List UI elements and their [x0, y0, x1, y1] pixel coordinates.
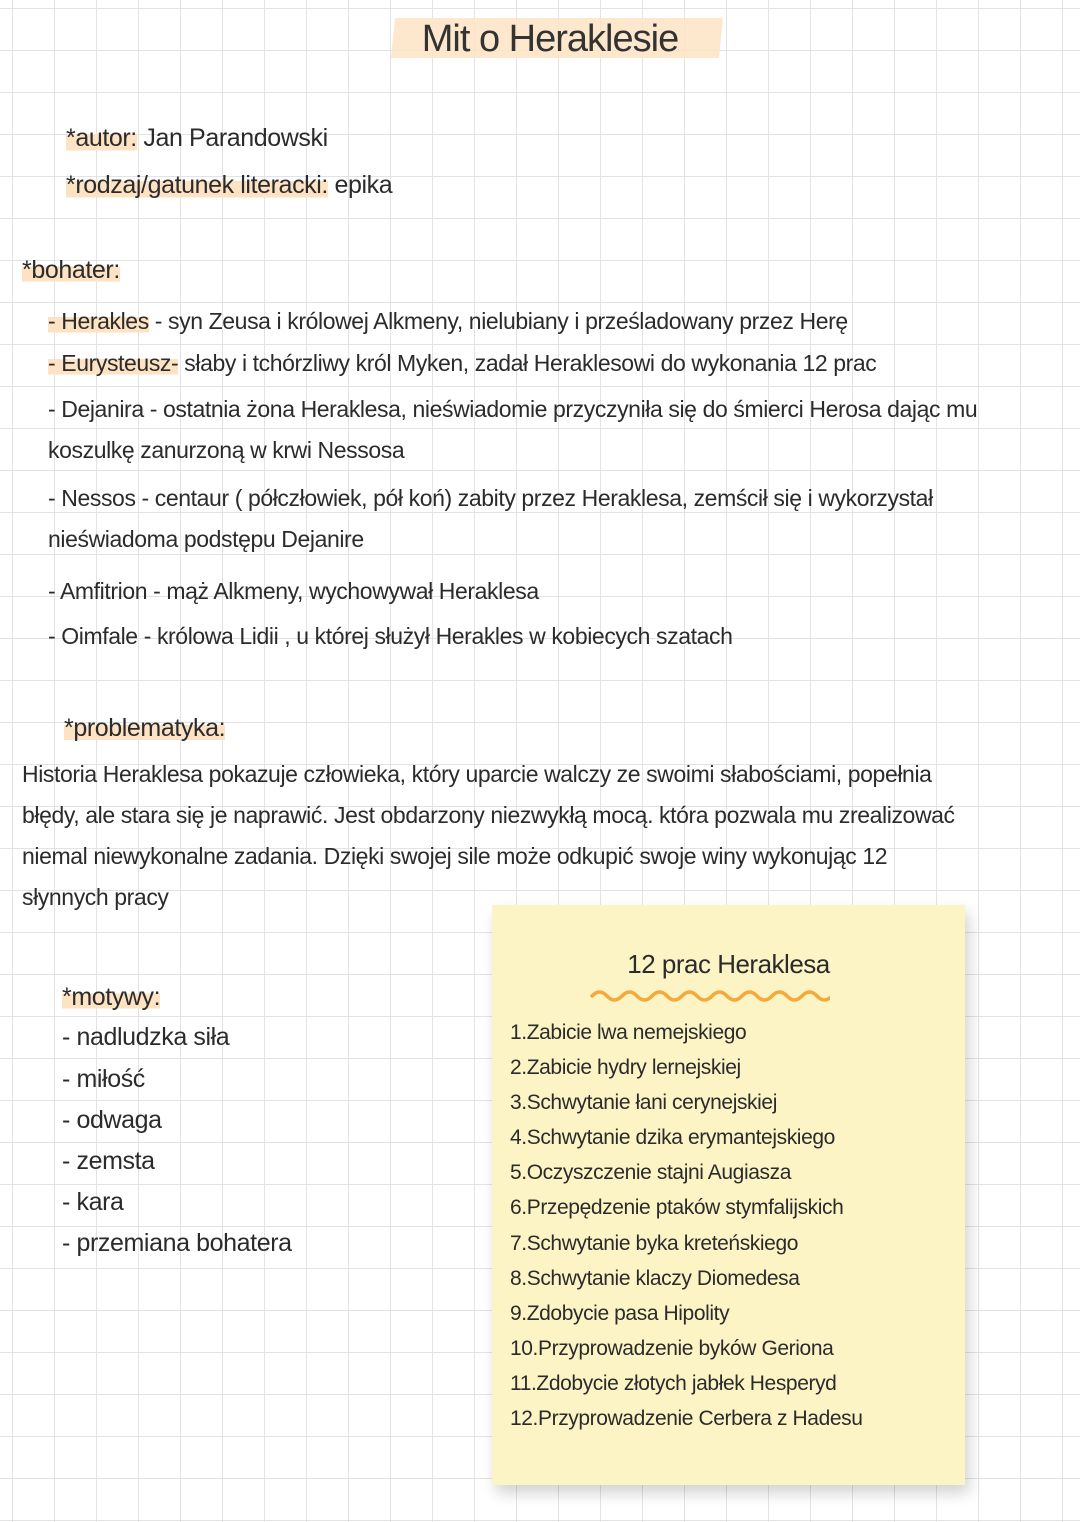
hero-desc: - centaur ( półczłowiek, pół koń) zabity przez Heraklesa, zemścił się i wykorzystał [135, 485, 933, 511]
problems-line: Historia Heraklesa pokazuje człowieka, który uparcie walczy ze swoimi słabościami, popełnia [22, 761, 932, 787]
wavy-underline [590, 989, 830, 1003]
hero-desc: - mąż Alkmeny, wychowywał Heraklesa [147, 578, 539, 604]
author-label: *autor: [66, 124, 137, 152]
labour-item: 4.Schwytanie dzika erymantejskiego [510, 1126, 835, 1149]
labour-item: 8.Schwytanie klaczy Diomedesa [510, 1267, 800, 1290]
hero-desc: - ostatnia żona Heraklesa, nieświadomie przyczyniła się do śmierci Herosa dając mu [143, 396, 978, 422]
labour-item: 10.Przyprowadzenie byków Geriona [510, 1337, 834, 1360]
page-title: Mit o Heraklesie [421, 18, 679, 60]
genre-value: epika [334, 171, 393, 199]
hero-name: - Eurysteusz- [48, 350, 179, 376]
motif-item: - przemiana bohatera [62, 1229, 292, 1257]
problems-line: słynnych pracy [22, 884, 169, 910]
hero-name: - Nessos [48, 485, 136, 511]
hero-name: - Herakles [48, 308, 149, 334]
labour-item: 9.Zdobycie pasa Hipolity [510, 1302, 730, 1325]
genre-label: *rodzaj/gatunek literacki: [66, 171, 328, 199]
hero-name: - Amfitrion [48, 578, 148, 604]
genre-line [66, 173, 392, 198]
motif-item: - zemsta [62, 1147, 155, 1175]
motif-item: - kara [62, 1188, 124, 1216]
problems-heading: *problematyka: [64, 714, 226, 742]
hero-name: - Oimfale [48, 623, 138, 649]
motif-item: - miłość [62, 1065, 145, 1093]
labour-item: 12.Przyprowadzenie Cerbera z Hadesu [510, 1407, 863, 1430]
labour-item: 1.Zabicie lwa nemejskiego [510, 1021, 747, 1044]
labours-note [492, 905, 965, 1485]
labour-item: 7.Schwytanie byka kreteńskiego [510, 1232, 798, 1255]
labour-item: 2.Zabicie hydry lernejskiej [510, 1056, 741, 1079]
hero-item-cont: nieświadoma podstępu Dejanire [48, 526, 364, 552]
motif-item: - nadludzka siła [62, 1023, 230, 1051]
heroes-heading: *bohater: [22, 256, 120, 284]
hero-item-cont: koszulkę zanurzoną w krwi Nessosa [48, 437, 405, 463]
hero-item [48, 625, 732, 648]
hero-desc: słaby i tchórzliwy król Myken, zadał Heraklesowi do wykonania 12 prac [178, 350, 877, 376]
labour-item: 3.Schwytanie łani cerynejskiej [510, 1091, 777, 1114]
hero-item [48, 310, 848, 333]
hero-desc: - królowa Lidii , u której służył Herakles w kobiecych szatach [137, 623, 733, 649]
hero-item [48, 487, 933, 510]
hero-item [48, 352, 876, 375]
problems-line: niemal niewykonalne zadania. Dzięki swojej sile może odkupić swoje winy wykonując 12 [22, 843, 888, 869]
author-value: Jan Parandowski [143, 124, 328, 152]
author-line [66, 126, 328, 151]
hero-item [48, 580, 539, 603]
motifs-heading: *motywy: [62, 983, 161, 1011]
labour-item: 11.Zdobycie złotych jabłek Hesperyd [510, 1372, 837, 1395]
motif-item: - odwaga [62, 1106, 162, 1134]
hero-name: - Dejanira [48, 396, 144, 422]
hero-desc: - syn Zeusa i królowej Alkmeny, nielubiany i prześladowany przez Herę [148, 308, 848, 334]
labour-item: 6.Przepędzenie ptaków stymfalijskich [510, 1196, 844, 1219]
labour-item: 5.Oczyszczenie stajni Augiasza [510, 1161, 791, 1184]
labours-title: 12 prac Heraklesa [627, 949, 830, 979]
hero-item [48, 398, 977, 421]
problems-line: błędy, ale stara się je naprawić. Jest obdarzony niezwykłą mocą. która pozwala mu zrealizować [22, 802, 955, 828]
